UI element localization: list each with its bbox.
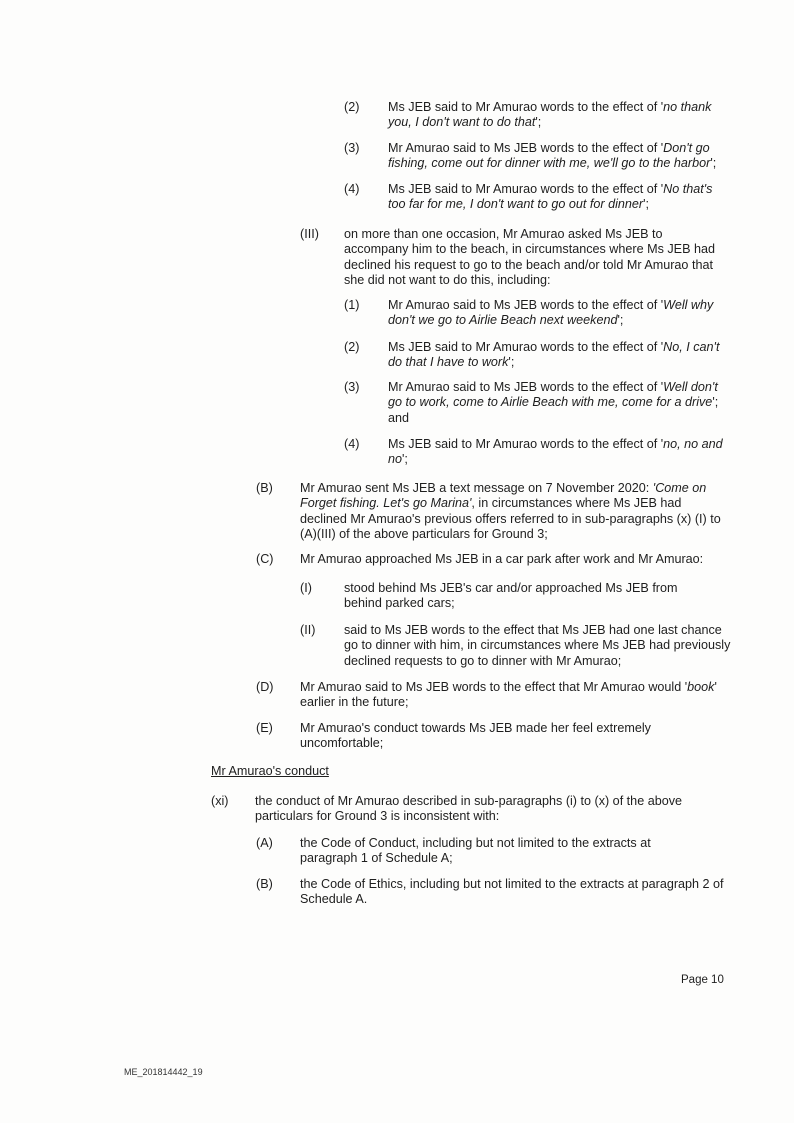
item-number: (3)	[344, 380, 360, 394]
text-segment: ' earlier in the future;	[300, 680, 717, 710]
text-segment: Mr Amurao approached Ms JEB in a car park after work and Mr Amurao:	[300, 552, 704, 566]
text-segment: ';	[508, 355, 515, 370]
item-text	[300, 877, 730, 908]
item-number: (B)	[256, 481, 273, 495]
text-segment: said to Ms JEB words to the effect that Ms JEB had one last chance go to dinner with him, in circumstances where Ms JEB had previously declined requests to go to dinner with Mr Amurao;	[344, 623, 731, 668]
item-text	[388, 100, 728, 131]
quoted-text: book	[687, 680, 715, 694]
text-segment: Mr Amurao said to Ms JEB words to the effect that Mr Amurao would '	[300, 680, 688, 694]
text-segment: Mr Amurao said to Ms JEB words to the effect of '	[388, 298, 664, 312]
item-text	[300, 481, 722, 542]
item-number: (III)	[300, 227, 319, 241]
quoted-text: no thank you, I don't want to do that	[388, 100, 712, 130]
text-segment: ';	[643, 197, 650, 212]
page-number: Page 10	[681, 974, 724, 986]
item-number: (xi)	[211, 794, 229, 808]
text-segment: the Code of Conduct, including but not limited to the extracts at paragraph 1 of Schedule A;	[300, 836, 651, 866]
text-segment: stood behind Ms JEB's car and/or approached Ms JEB from behind parked cars;	[344, 581, 678, 611]
item-number: (1)	[344, 298, 360, 312]
item-text	[388, 340, 728, 371]
item-text	[388, 380, 730, 426]
text-segment: Mr Amurao said to Ms JEB words to the effect of '	[388, 141, 664, 155]
quoted-text: no, no and no	[388, 437, 723, 467]
item-number: (4)	[344, 182, 360, 196]
text-segment: the Code of Ethics, including but not limited to the extracts at paragraph 2 of Schedule A.	[300, 877, 724, 907]
item-number: (I)	[300, 581, 312, 595]
text-segment: Ms JEB said to Mr Amurao words to the effect of '	[388, 437, 664, 451]
item-text	[344, 581, 700, 612]
text-segment: on more than one occasion, Mr Amurao asked Ms JEB to accompany him to the beach, in circumstances where Ms JEB had declined his request to go to the beach and/or told Mr Amurao that she did not want to do this, including:	[344, 227, 715, 287]
item-number: (C)	[256, 552, 274, 566]
item-text	[388, 298, 728, 329]
text-segment: Mr Amurao said to Ms JEB words to the effect of '	[388, 380, 664, 394]
quoted-text: No, I can't do that I have to work	[388, 340, 720, 370]
item-number: (E)	[256, 721, 273, 735]
item-text	[300, 721, 670, 752]
item-text	[388, 141, 728, 172]
quoted-text: Well why don't we go to Airlie Beach next weekend	[388, 298, 714, 328]
text-segment: Ms JEB said to Mr Amurao words to the effect of '	[388, 182, 664, 196]
item-number: (B)	[256, 877, 273, 891]
text-segment: Mr Amurao sent Ms JEB a text message on 7 November 2020:	[300, 481, 653, 495]
item-text	[344, 623, 732, 669]
item-number: (4)	[344, 437, 360, 451]
item-text	[300, 552, 740, 567]
text-segment: the conduct of Mr Amurao described in sub-paragraphs (i) to (x) of the above particulars for Ground 3 is inconsistent with:	[255, 794, 683, 824]
text-segment: '; and	[388, 395, 719, 425]
text-segment: ';	[402, 452, 408, 467]
text-segment: Ms JEB said to Mr Amurao words to the effect of '	[388, 100, 664, 114]
item-number: (II)	[300, 623, 316, 637]
item-number: (2)	[344, 100, 360, 114]
text-segment: Mr Amurao's conduct towards Ms JEB made her feel extremely uncomfortable;	[300, 721, 651, 751]
item-number: (3)	[344, 141, 360, 155]
item-number: (A)	[256, 836, 273, 850]
text-segment: Ms JEB said to Mr Amurao words to the effect of '	[388, 340, 664, 354]
item-text	[300, 836, 670, 867]
text-segment: , in circumstances where Ms JEB had declined Mr Amurao's previous offers referred to in sub-paragraphs (x) (I) to (A)(III) of the above particulars for Ground 3;	[300, 496, 721, 541]
text-segment: ';	[617, 313, 624, 328]
item-text	[255, 794, 725, 825]
text-segment: ';	[535, 115, 542, 130]
quoted-text: No that's too far for me, I don't want to go out for dinner	[388, 182, 713, 212]
item-text	[388, 437, 728, 468]
section-heading: Mr Amurao's conduct	[211, 764, 329, 778]
item-text	[300, 680, 720, 711]
item-text	[344, 227, 730, 288]
quoted-text: 'Come on Forget fishing. Let's go Marina'	[300, 481, 707, 511]
item-text	[388, 182, 728, 213]
quoted-text: Don't go fishing, come out for dinner with me, we'll go to the harbor	[388, 141, 711, 171]
text-segment: ';	[710, 156, 717, 171]
quoted-text: Well don't go to work, come to Airlie Beach with me, come for a drive	[388, 380, 718, 410]
document-id: ME_201814442_19	[124, 1067, 203, 1077]
item-number: (D)	[256, 680, 274, 694]
item-number: (2)	[344, 340, 360, 354]
